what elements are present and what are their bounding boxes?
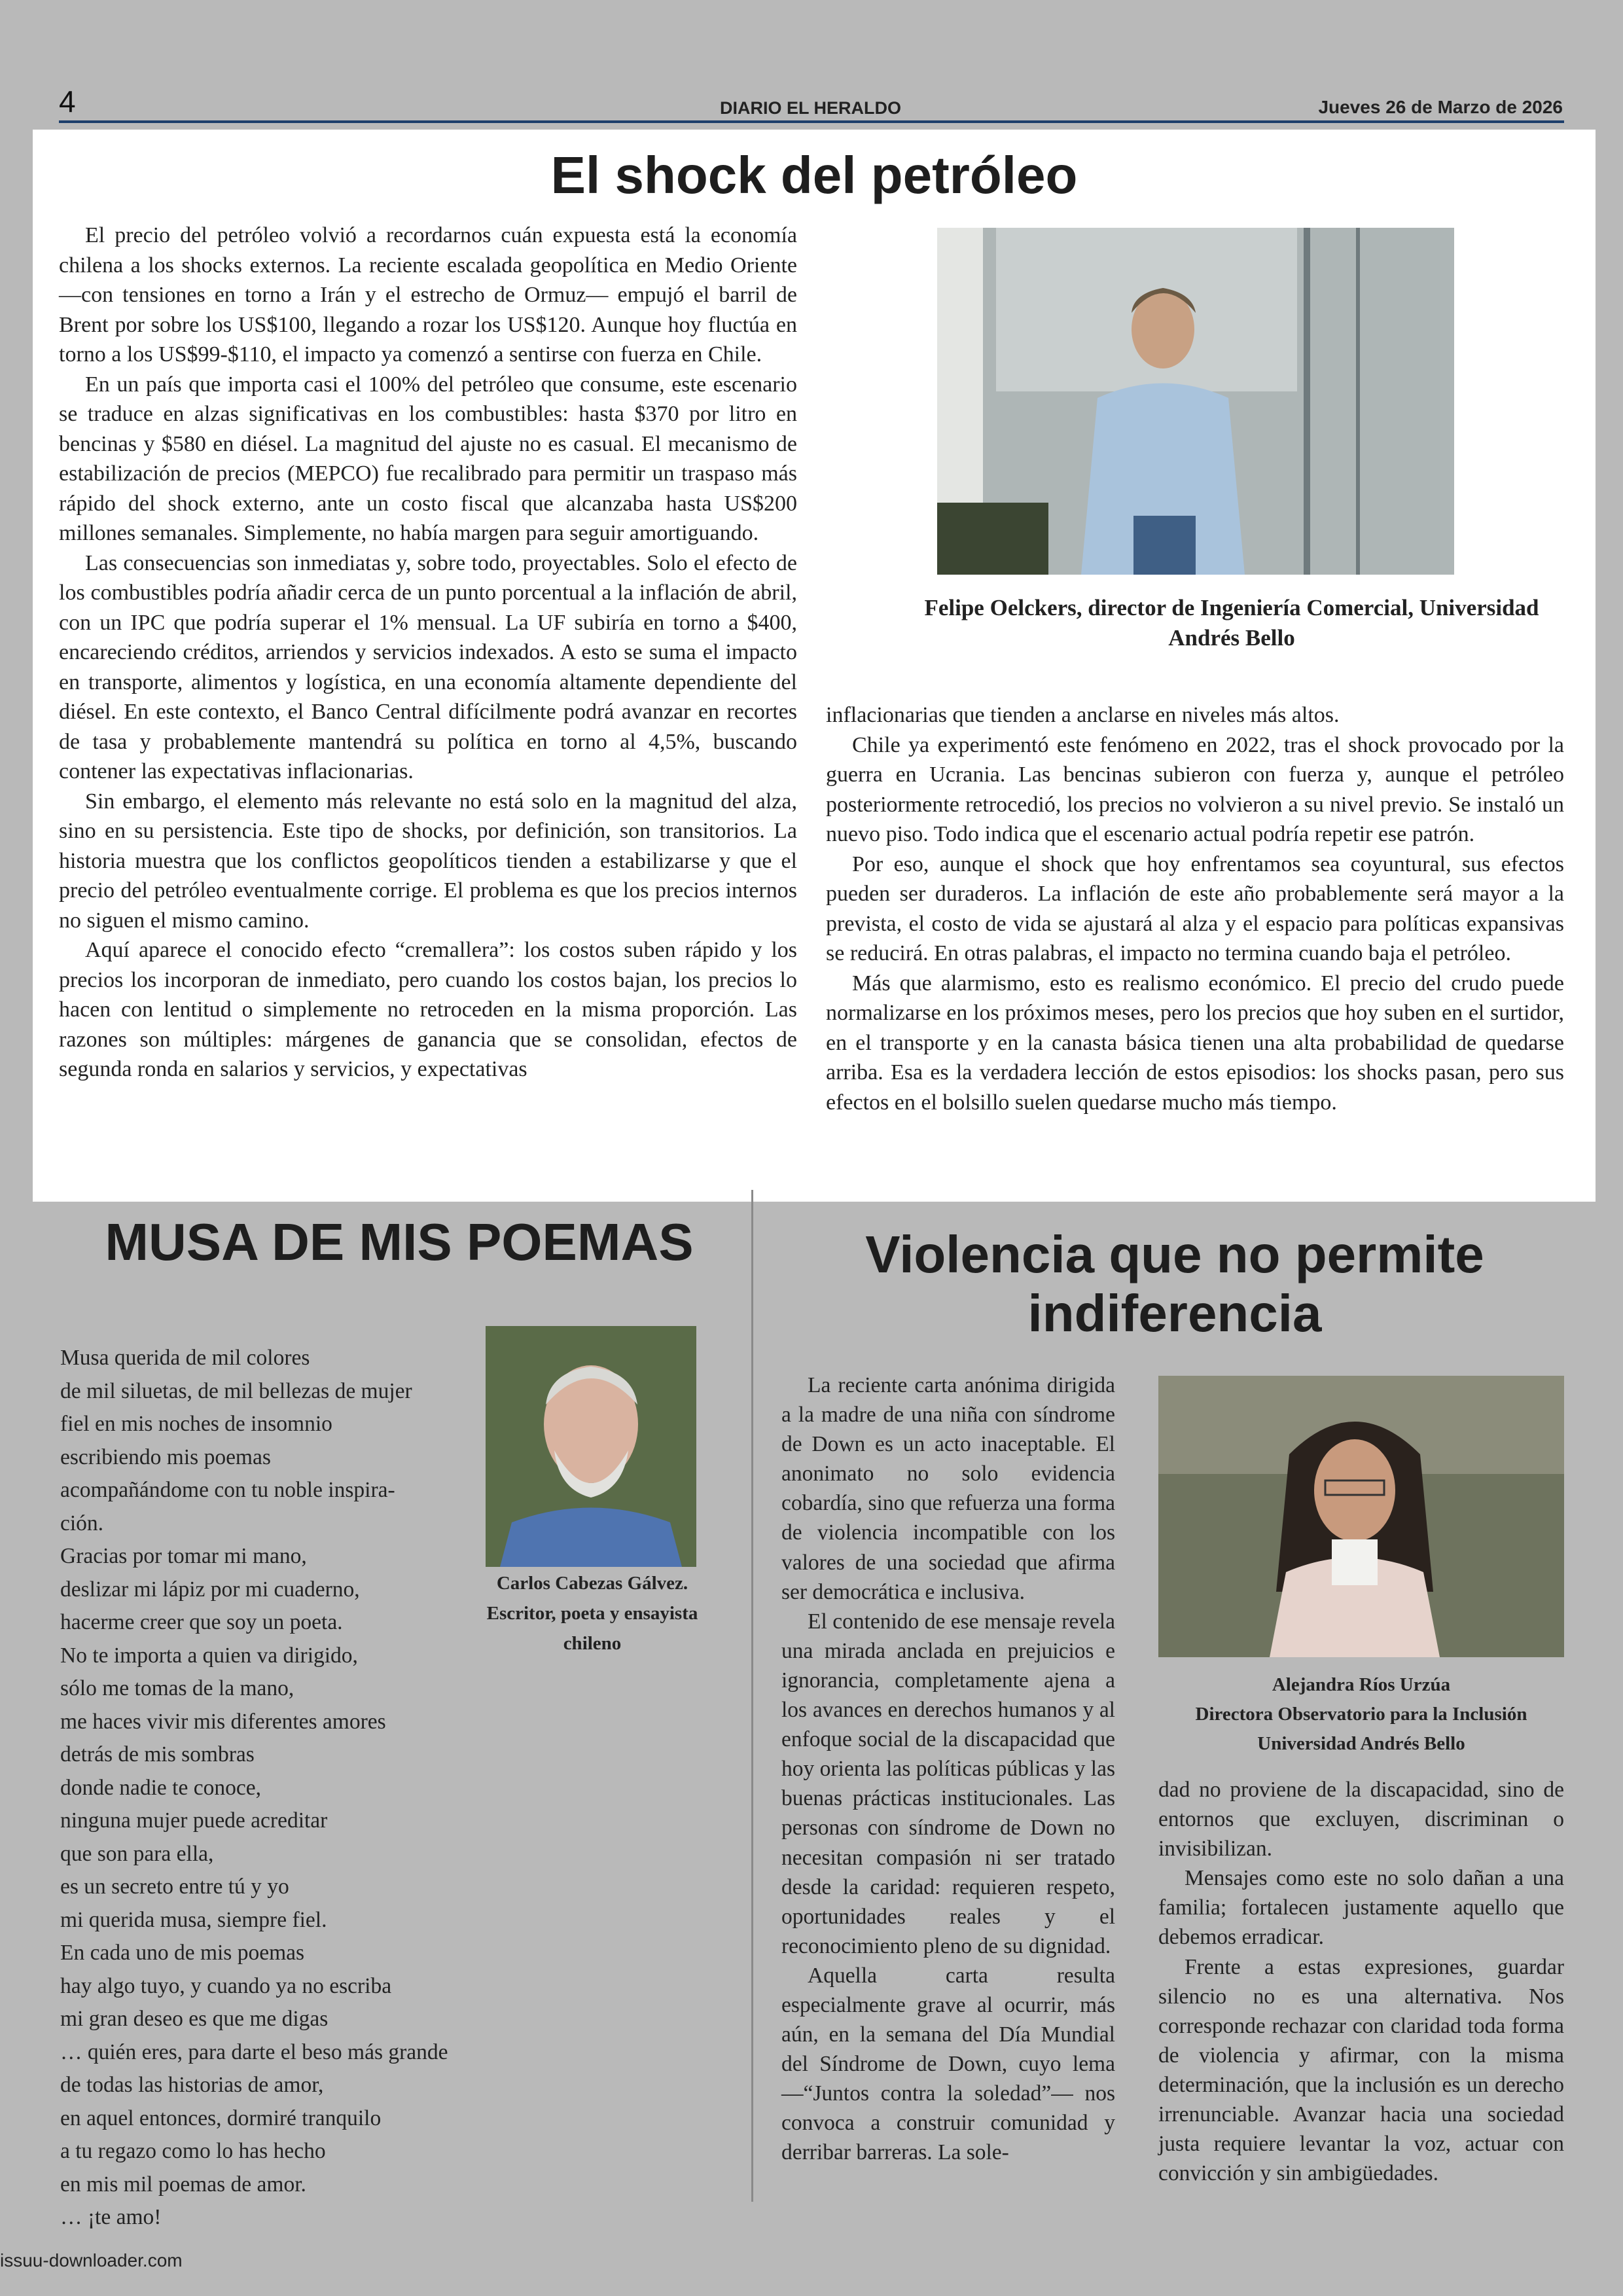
caption-line: Escritor, poeta y ensayista xyxy=(486,1603,698,1624)
paragraph: Por eso, aunque el shock que hoy enfrentamos sea coyuntural, sus efectos pueden ser duraderos. La inflación de este año probablemente será mayor a la prevista, el costo de vida se ajustará al alza y el espacio para políticas expansivas se reducirá. En otras palabras, el impacto no termina cuando baja el petróleo. xyxy=(826,852,1564,965)
paragraph: Mensajes como este no solo dañan a una familia; fortalecen justamente aquello que debemos erradicar. xyxy=(1158,1866,1564,1950)
photo-caption-carlos-cabezas xyxy=(458,1568,726,1659)
paragraph: Más que alarmismo, esto es realismo económico. El precio del crudo puede normalizarse en los próximos meses, pero los precios que hoy suben en el surtidor, en el transporte y en la canasta básica tienen una alta probabilidad de quedarse arriba. Esa es la verdadera lección de estos episodios: los shocks pasan, pero sus efectos en el bolsillo suelen quedarse mucho más tiempo. xyxy=(826,971,1564,1115)
poem-line: a tu regazo como lo has hecho xyxy=(60,2139,326,2163)
poem-line: mi gran deseo es que me digas xyxy=(60,2007,329,2031)
photo-caption-alejandra-rios xyxy=(1158,1670,1564,1759)
author-photo-carlos-cabezas xyxy=(486,1326,696,1567)
paragraph: Frente a estas expresiones, guardar silencio no es una alternativa. Nos corresponde rechazar con claridad toda forma de violencia y afirmar, con la misma determinación, que la inclusión es un derecho irrenunciable. Avanzar hacia una sociedad justa requiere levantar la voz, actuar con convicción y sin ambigüedades. xyxy=(1158,1954,1564,2186)
watermark-text: issuu-downloader.com xyxy=(0,2250,183,2270)
poem-line: acompañándome con tu noble inspira- xyxy=(60,1478,395,1502)
poem-line: mi querida musa, siempre fiel. xyxy=(60,1907,327,1932)
poem-line: Gracias por tomar mi mano, xyxy=(60,1544,307,1568)
violence-article-column-1 xyxy=(781,1371,1115,2168)
issue-date: Jueves 26 de Marzo de 2026 xyxy=(1318,97,1563,117)
poem-line: escribiendo mis poemas xyxy=(60,1444,271,1469)
poem-line: … quién eres, para darte el beso más grande xyxy=(60,2039,448,2064)
poem-line: me haces vivir mis diferentes amores xyxy=(60,1709,386,1734)
caption-line: chileno xyxy=(563,1633,622,1654)
paragraph: Las consecuencias son inmediatas y, sobre todo, proyectables. Solo el efecto de los combustibles podría añadir cerca de un punto porcentual a la inflación de abril, con un IPC que podría superar el 1% mensual. La UF subiría en torno a $400, encareciendo créditos, arriendos y servicios indexados. A esto se suma el impacto en transporte, alimentos y logística, en una economía altamente dependiente del diésel. En este contexto, el Banco Central difícilmente podrá avanzar en recortes de tasa y probablemente mantendrá su política en torno al 4,5%, buscando contener las expectativas inflacionarias. xyxy=(59,550,797,783)
poem-line: hacerme creer que soy un poeta. xyxy=(60,1610,343,1634)
caption-line: Universidad Andrés Bello xyxy=(1257,1733,1465,1754)
article-title-violence: Violencia que no permite indiferencia xyxy=(865,1225,1484,1342)
paragraph: En un país que importa casi el 100% del petróleo que consume, este escenario se traduce en alzas significativas en los combustibles: hasta $370 por litro en bencinas y $580 en diésel. La magnitud del ajuste no es casual. El mecanismo de estabilización de precios (MEPCO) fue recalibrado para permitir un traspaso más rápido del shock externo, ante un costo fiscal que alcanzaba hasta US$200 millones semanales. Simplemente, no había margen para seguir amortiguando. xyxy=(59,372,797,545)
poem-line: Musa querida de mil colores xyxy=(60,1346,310,1370)
author-photo-alejandra-rios xyxy=(1158,1376,1564,1657)
caption-line: Directora Observatorio para la Inclusión xyxy=(1195,1704,1527,1725)
poem-body xyxy=(60,1342,505,2234)
portrait-illustration xyxy=(937,228,1454,575)
paragraph: Chile ya experimentó este fenómeno en 2022, tras el shock provocado por la guerra en Ucrania. Las bencinas subieron con fuerza y, aunque el petróleo posteriormente retrocedió, los precios no volvieron a su nivel previo. Se instaló un nuevo piso. Todo indica que el escenario actual podría repetir ese patrón. xyxy=(826,732,1564,846)
header-rule xyxy=(59,120,1564,123)
poem-line: detrás de mis sombras xyxy=(60,1742,255,1767)
poem-line: No te importa a quien va dirigido, xyxy=(60,1643,358,1668)
portrait-illustration xyxy=(1158,1376,1564,1657)
paragraph: Sin embargo, el elemento más relevante no está solo en la magnitud del alza, sino en su persistencia. Este tipo de shocks, por definición, son transitorios. La historia muestra que los conflictos geopolíticos tienden a estabilizarse y que el precio del petróleo eventualmente corrige. El problema es que los precios internos no siguen el mismo camino. xyxy=(59,789,797,933)
poem-line: en mis mil poemas de amor. xyxy=(60,2172,306,2197)
paragraph: Aquí aparece el conocido efecto “cremallera”: los costos suben rápido y los precios los incorporan de inmediato, pero cuando los costos bajan, los precios lo hacen con lentitud o simplemente no retroceden en la misma proporción. Las razones son múltiples: márgenes de ganancia que se consolidan, efectos de segunda ronda en salarios y servicios, y expectativas xyxy=(59,938,797,1081)
poem-line: donde nadie te conoce, xyxy=(60,1775,261,1800)
poem-line: … ¡te amo! xyxy=(60,2205,162,2229)
poem-line: ninguna mujer puede acreditar xyxy=(60,1808,328,1833)
paragraph-continuation: inflacionarias que tienden a anclarse en niveles más altos. xyxy=(826,703,1340,727)
photo-caption-felipe-oelckers: Felipe Oelckers, director de Ingeniería Comercial, Universidad Andrés Bello xyxy=(924,595,1539,651)
paragraph: El precio del petróleo volvió a recordarnos cuán expuesta está la economía chilena a los shocks externos. La reciente escalada geopolítica en Medio Oriente —con tensiones en torno a Irán y el estrecho de Ormuz— empujó el barril de Brent por sobre los US$100, llegando a rozar los US$120. Aunque hoy fluctúa en torno a los US$99-$110, el impacto ya comenzó a sentirse con fuerza en Chile. xyxy=(59,223,797,367)
poem-title: MUSA DE MIS POEMAS xyxy=(105,1213,694,1271)
poem-line: de mil siluetas, de mil bellezas de mujer xyxy=(60,1378,412,1403)
paragraph: La reciente carta anónima dirigida a la madre de una niña con síndrome de Down es un acto inaceptable. El anonimato no solo evidencia cobardía, sino que refuerza una forma de violencia incompatible con los valores de una sociedad que afirma ser democrática e inclusiva. xyxy=(781,1373,1115,1604)
paragraph: El contenido de ese mensaje revela una mirada anclada en prejuicios e ignorancia, completamente ajena a los avances en derechos humanos y al enfoque social de la discapacidad que hoy orienta las políticas públicas y las buenas prácticas institucionales. Las personas con síndrome de Down no necesitan compasión ni ser tratado desde la caridad: requieren respeto, oportunidades reales y el reconocimiento pleno de su dignidad. xyxy=(781,1609,1115,1958)
paragraph-continuation: dad no proviene de la discapacidad, sino de entornos que excluyen, discriminan o invisibilizan. xyxy=(1158,1778,1564,1861)
oil-article-column-2 xyxy=(826,700,1564,1117)
paragraph: Aquella carta resulta especialmente grave al ocurrir, más aún, en la semana del Día Mundial del Síndrome de Down, cuyo lema —“Juntos contra la soledad”— nos convoca a construir comunidad y derribar barreras. La sole- xyxy=(781,1963,1115,2165)
article-title-oil-shock: El shock del petróleo xyxy=(550,146,1078,204)
oil-article-column-1 xyxy=(59,221,797,1085)
column-divider xyxy=(751,1190,753,2202)
violence-article-column-2 xyxy=(1158,1775,1564,2188)
poem-line: que son para ella, xyxy=(60,1841,214,1866)
page-number: 4 xyxy=(59,84,76,118)
poem-line: es un secreto entre tú y yo xyxy=(60,1874,289,1899)
poem-line: en aquel entonces, dormiré tranquilo xyxy=(60,2106,382,2130)
poem-line: fiel en mis noches de insomnio xyxy=(60,1412,332,1436)
portrait-illustration xyxy=(486,1326,696,1567)
poem-line: En cada uno de mis poemas xyxy=(60,1941,305,1965)
newspaper-name: DIARIO EL HERALDO xyxy=(720,98,902,118)
poem-line: sólo me tomas de la mano, xyxy=(60,1676,294,1700)
poem-line: deslizar mi lápiz por mi cuaderno, xyxy=(60,1577,360,1602)
author-photo-felipe-oelckers xyxy=(937,228,1454,575)
caption-line: Alejandra Ríos Urzúa xyxy=(1272,1674,1451,1695)
poem-line: hay algo tuyo, y cuando ya no escriba xyxy=(60,1973,392,1998)
poem-line: ción. xyxy=(60,1511,104,1535)
caption-line: Carlos Cabezas Gálvez. xyxy=(496,1573,688,1594)
poem-line: de todas las historias de amor, xyxy=(60,2073,324,2097)
